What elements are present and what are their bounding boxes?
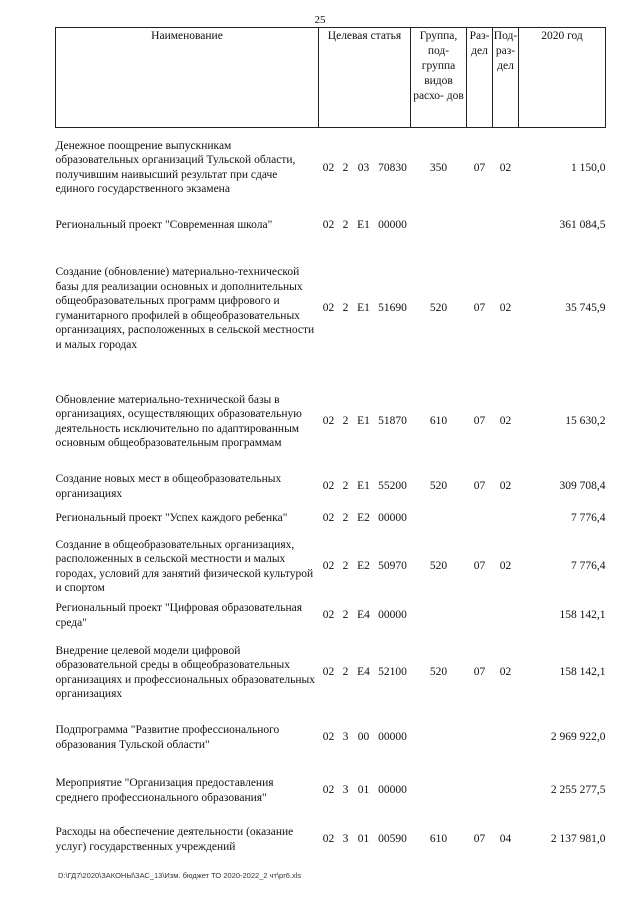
row-amount: 2 969 922,0 — [550, 731, 606, 744]
row-section: 07 — [473, 415, 486, 428]
row-code-event: E2 — [357, 560, 370, 573]
row-code-event: E1 — [357, 302, 370, 315]
row-code-direction: 50970 — [378, 560, 407, 573]
row-name: Региональный проект "Цифровая образовательная среда" — [55, 602, 303, 629]
table-row — [56, 208, 606, 244]
row-code-program: 02 — [322, 302, 335, 315]
header-section: Раз- дел — [467, 28, 493, 128]
table-row — [56, 600, 606, 632]
row-amount: 7 776,4 — [571, 512, 606, 525]
row-code-program: 02 — [322, 512, 335, 525]
row-code-program: 02 — [322, 666, 335, 679]
row-name: Денежное поощрение выпускникам образовательных организаций Тульской области, получившим наивысший результат при сдаче единого государственного экзамена — [55, 139, 296, 196]
row-code-direction: 51690 — [378, 302, 407, 315]
row-amount: 35 745,9 — [565, 302, 606, 315]
page-number: 25 — [314, 14, 326, 26]
row-code-program: 02 — [322, 784, 335, 797]
row-code-event: E1 — [357, 415, 370, 428]
row-name: Расходы на обеспечение деятельности (оказание услуг) государственных учреждений — [55, 826, 294, 853]
row-code-subprogram: 2 — [342, 161, 349, 174]
table-row — [56, 632, 606, 714]
row-code-direction: 00590 — [378, 833, 407, 846]
row-group: 520 — [429, 302, 448, 315]
header-group: Группа, под- группа видов расхо- дов — [411, 28, 467, 128]
row-code-subprogram: 2 — [342, 415, 349, 428]
row-name: Создание в общеобразовательных организациях, расположенных в сельской местности и малых городах, условий для занятий физической культурой и спортом — [55, 538, 314, 594]
row-subsection: 02 — [499, 161, 512, 174]
row-group: 610 — [429, 415, 448, 428]
table-row — [56, 244, 606, 374]
row-code-program: 02 — [322, 609, 335, 622]
row-code-program: 02 — [322, 480, 335, 493]
row-group — [411, 762, 467, 820]
row-code-program: 02 — [322, 833, 335, 846]
row-section — [467, 208, 493, 244]
row-subsection: 02 — [499, 560, 512, 573]
row-subsection — [493, 208, 519, 244]
row-group — [411, 714, 467, 762]
row-name: Обновление материально-технической базы в организациях, осуществляющих образовательную деятельность исключительно по адаптированным основным общеобразовательным программам — [55, 393, 302, 449]
header-year: 2020 год — [519, 28, 606, 128]
row-code-direction: 00000 — [378, 784, 407, 797]
row-code-subprogram: 3 — [342, 833, 349, 846]
row-amount: 2 137 981,0 — [550, 833, 606, 846]
row-code-event: E4 — [357, 609, 370, 622]
row-code-event: 00 — [357, 731, 370, 744]
row-code-program: 02 — [322, 560, 335, 573]
row-code-subprogram: 2 — [342, 512, 349, 525]
row-section: 07 — [473, 833, 486, 846]
row-subsection — [493, 762, 519, 820]
row-subsection: 02 — [499, 415, 512, 428]
row-section: 07 — [473, 161, 486, 174]
row-section: 07 — [473, 560, 486, 573]
row-amount: 361 084,5 — [559, 219, 606, 232]
row-subsection — [493, 714, 519, 762]
row-code-subprogram: 2 — [342, 480, 349, 493]
file-path-footer: D:\ГД7\2020\ЗАКОНЫ\ЗАС_13\Изм. бюджет ТО 2020-2022_2 чт\pr6.xls — [58, 871, 302, 880]
row-name: Внедрение целевой модели цифровой образовательной среды в общеобразовательных организациях и профессиональных образовательных организациях — [55, 644, 315, 700]
row-section: 07 — [473, 666, 486, 679]
row-section — [467, 762, 493, 820]
header-name: Наименование — [56, 28, 319, 128]
table-row — [56, 762, 606, 820]
row-code-subprogram: 3 — [342, 784, 349, 797]
budget-table — [55, 27, 606, 860]
row-subsection — [493, 504, 519, 534]
row-name: Создание новых мест в общеобразовательных организациях — [55, 473, 282, 500]
row-name: Мероприятие "Организация предоставления среднего профессионального образования" — [55, 777, 274, 804]
row-section — [467, 600, 493, 632]
table-header-row — [56, 28, 606, 128]
table-row — [56, 534, 606, 600]
row-code-direction: 00000 — [378, 512, 407, 525]
header-subsection: Под- раз- дел — [493, 28, 519, 128]
row-section: 07 — [473, 480, 486, 493]
row-amount: 7 776,4 — [571, 560, 606, 573]
row-amount: 2 255 277,5 — [550, 784, 606, 797]
row-name: Создание (обновление) материально-технической базы для реализации основных и дополнительных общеобразовательных программ цифрового и гуманитарного профилей в общеобразовательных организациях, расположенных в сельской местности и малых городах — [55, 266, 315, 351]
row-group: 520 — [429, 560, 448, 573]
row-code-direction: 52100 — [378, 666, 407, 679]
row-group — [411, 504, 467, 534]
row-code-event: E1 — [357, 219, 370, 232]
row-subsection — [493, 600, 519, 632]
row-group — [411, 600, 467, 632]
row-subsection: 02 — [499, 302, 512, 315]
row-code-event: 01 — [357, 833, 370, 846]
table-row — [56, 714, 606, 762]
row-code-direction: 00000 — [378, 731, 407, 744]
row-code-subprogram: 2 — [342, 666, 349, 679]
row-name: Подпрограмма "Развитие профессионального образования Тульской области" — [55, 724, 280, 751]
row-group: 520 — [429, 666, 448, 679]
row-code-program: 02 — [322, 161, 335, 174]
table-row — [56, 128, 606, 208]
row-code-subprogram: 2 — [342, 302, 349, 315]
row-subsection: 02 — [499, 480, 512, 493]
table-row — [56, 470, 606, 504]
row-subsection: 02 — [499, 666, 512, 679]
row-amount: 309 708,4 — [559, 480, 606, 493]
row-section — [467, 714, 493, 762]
row-code-direction: 70830 — [378, 161, 407, 174]
row-name: Региональный проект "Современная школа" — [55, 219, 273, 232]
row-amount: 15 630,2 — [565, 415, 606, 428]
table-row — [56, 504, 606, 534]
row-code-direction: 55200 — [378, 480, 407, 493]
row-subsection: 04 — [499, 833, 512, 846]
row-section — [467, 504, 493, 534]
row-group: 610 — [429, 833, 448, 846]
row-code-event: E2 — [357, 512, 370, 525]
row-code-event: 01 — [357, 784, 370, 797]
header-target: Целевая статья — [319, 28, 411, 128]
row-code-event: E1 — [357, 480, 370, 493]
row-code-subprogram: 2 — [342, 609, 349, 622]
row-code-subprogram: 2 — [342, 219, 349, 232]
row-amount: 158 142,1 — [559, 666, 606, 679]
table-row — [56, 820, 606, 860]
row-amount: 158 142,1 — [559, 609, 606, 622]
row-group — [411, 208, 467, 244]
row-group: 350 — [429, 161, 448, 174]
row-code-program: 02 — [322, 731, 335, 744]
row-code-event: 03 — [357, 161, 370, 174]
row-code-direction: 51870 — [378, 415, 407, 428]
row-code-subprogram: 3 — [342, 731, 349, 744]
row-name: Региональный проект "Успех каждого ребенка" — [55, 512, 288, 525]
row-code-direction: 00000 — [378, 609, 407, 622]
row-code-program: 02 — [322, 219, 335, 232]
row-code-program: 02 — [322, 415, 335, 428]
table-row — [56, 374, 606, 470]
row-code-direction: 00000 — [378, 219, 407, 232]
row-code-subprogram: 2 — [342, 560, 349, 573]
row-amount: 1 150,0 — [571, 161, 606, 174]
row-code-event: E4 — [357, 666, 370, 679]
row-group: 520 — [429, 480, 448, 493]
row-section: 07 — [473, 302, 486, 315]
